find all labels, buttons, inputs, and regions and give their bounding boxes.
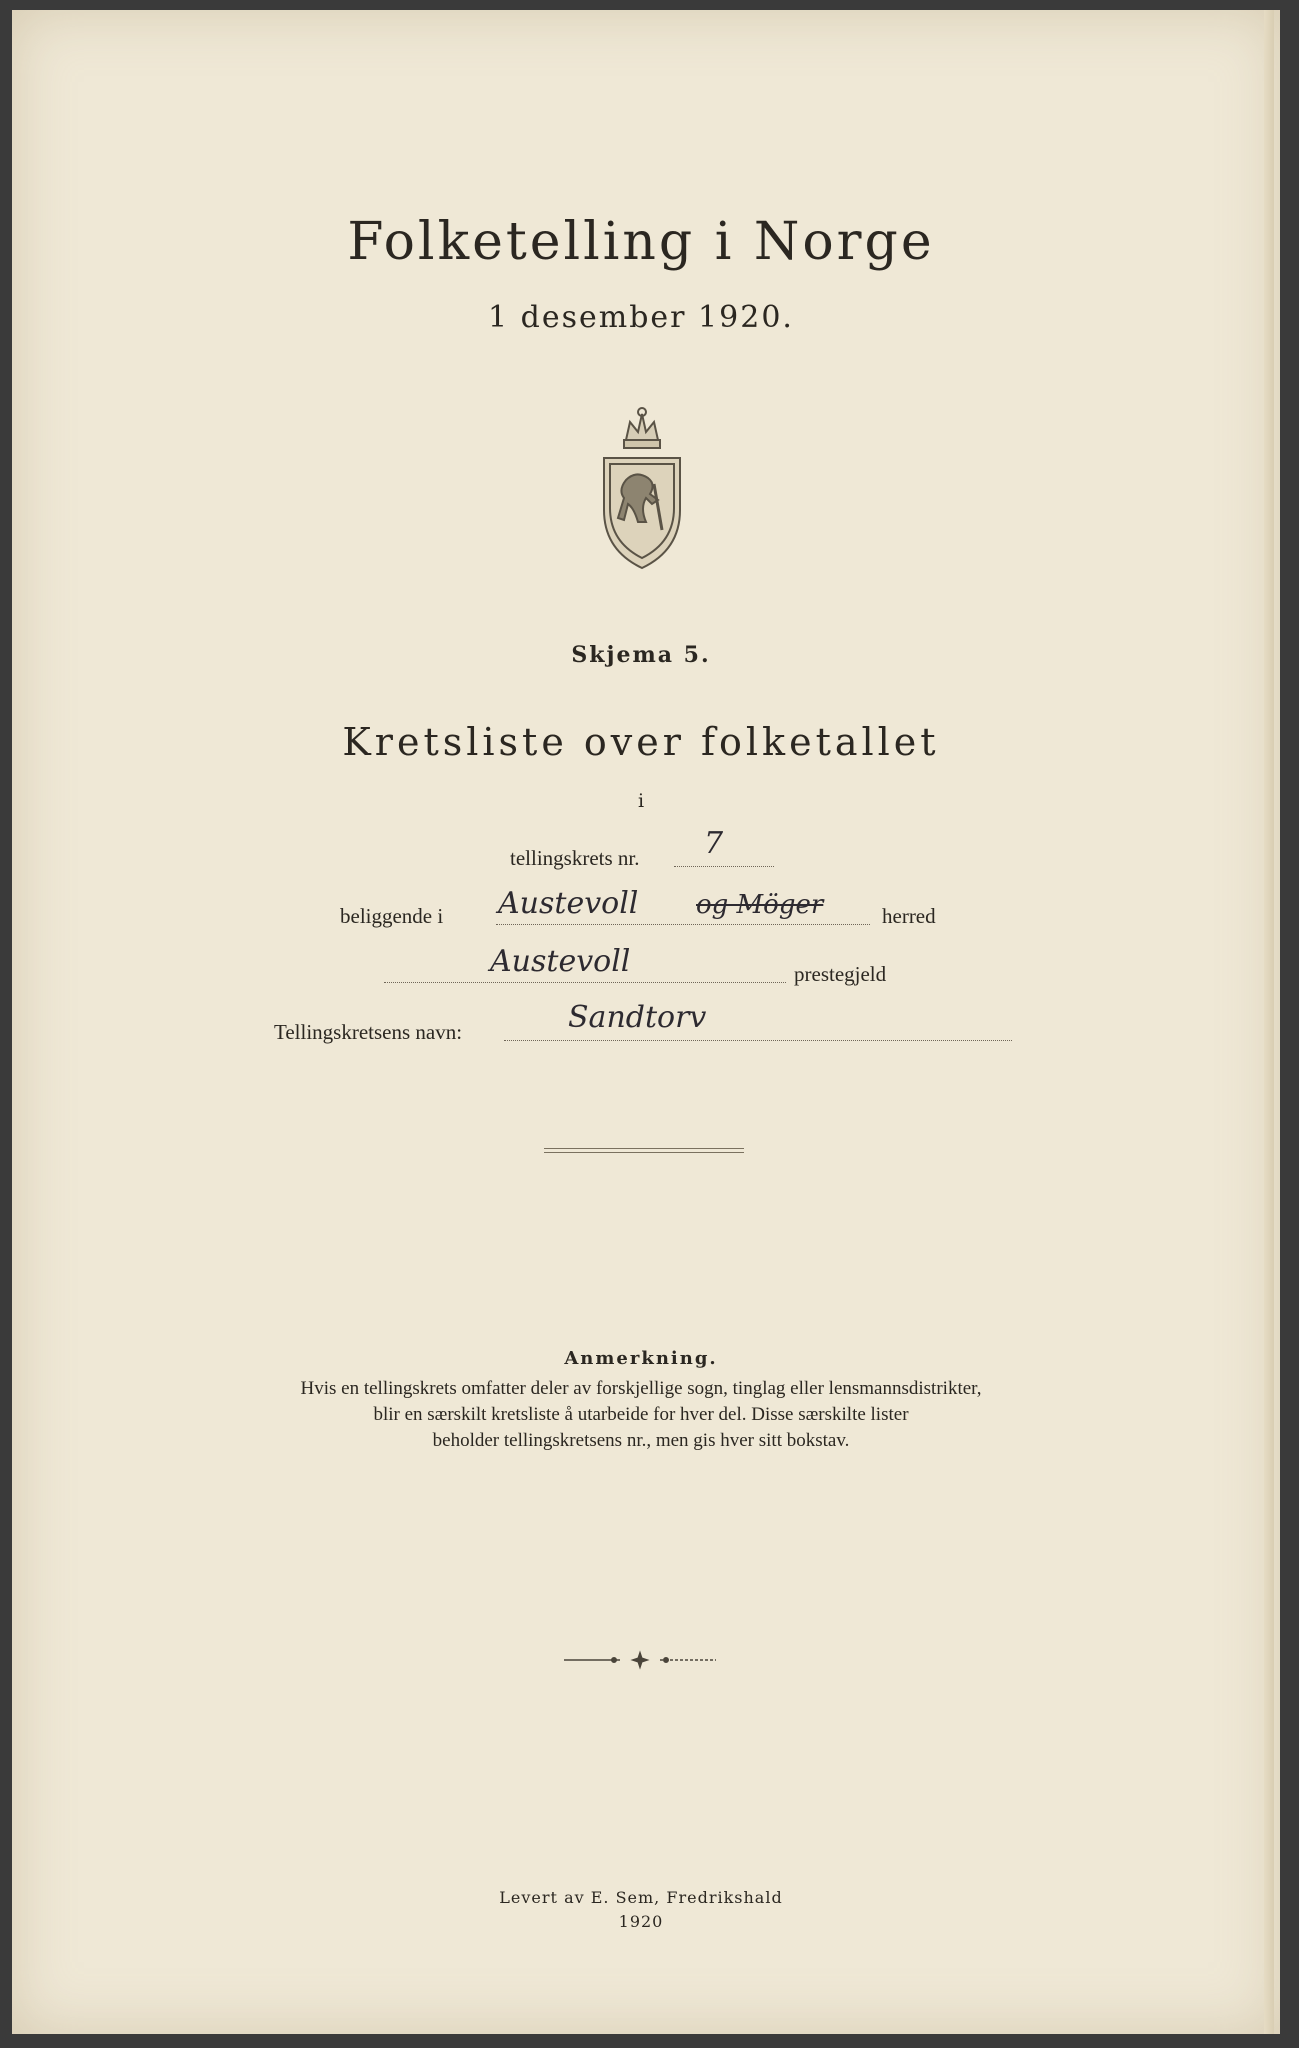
navn-label: Tellingskretsens navn: xyxy=(274,1020,463,1044)
krets-label: tellingskrets nr. xyxy=(510,846,640,870)
navn-value: Sandtorv xyxy=(568,1000,707,1035)
herred-value: Austevoll xyxy=(498,886,639,921)
prestegjeld-value: Austevoll xyxy=(490,944,631,979)
heading-preposition: i xyxy=(637,790,645,812)
form-heading: Kretsliste over folketallet xyxy=(342,720,940,764)
anmerkning-line-1: Hvis en tellingskrets omfatter deler av forskjellige sogn, tinglag eller lensmannsdistrikter, xyxy=(300,1378,982,1399)
krets-value: 7 xyxy=(704,826,724,861)
navn-field xyxy=(504,1040,1012,1041)
herred-suffix: herred xyxy=(882,904,936,928)
printer-year: 1920 xyxy=(618,1912,664,1931)
printer-credit: Levert av E. Sem, Fredrikshald xyxy=(499,1888,783,1907)
anmerkning-title: Anmerkning. xyxy=(564,1348,718,1369)
form-title: Folketelling i Norge xyxy=(347,212,935,272)
coat-of-arms-icon xyxy=(596,400,688,572)
krets-field xyxy=(674,866,774,867)
ornament-icon xyxy=(560,1650,720,1670)
herred-struck-text: og Möger xyxy=(696,890,824,920)
prestegjeld-field xyxy=(384,982,786,983)
anmerkning-line-3: beholder tellingskretsens nr., men gis hver sitt bokstav. xyxy=(432,1430,850,1451)
anmerkning-line-2: blir en særskilt kretsliste å utarbeide for hver del. Disse særskilte lister xyxy=(373,1404,909,1425)
prestegjeld-suffix: prestegjeld xyxy=(794,962,887,986)
divider-rule xyxy=(544,1148,744,1153)
beliggende-label: beliggende i xyxy=(340,904,444,928)
herred-field xyxy=(496,924,870,925)
schema-number: Skjema 5. xyxy=(571,642,711,668)
census-date: 1 desember 1920. xyxy=(488,300,794,335)
